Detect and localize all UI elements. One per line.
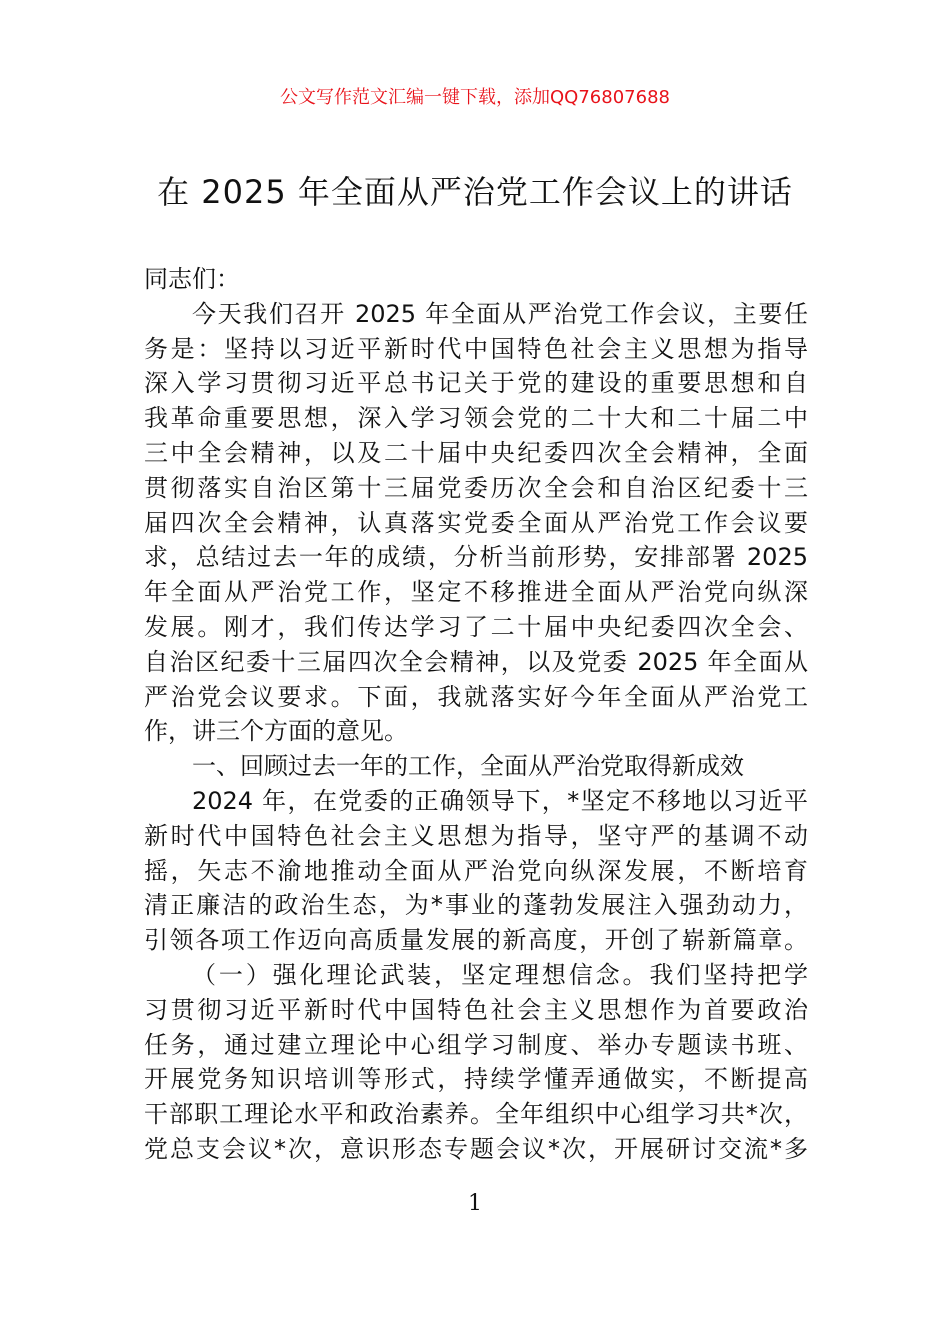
body-line: 深入学习贯彻习近平总书记关于党的建设的重要思想和自 — [144, 369, 808, 398]
body-line: 清正廉洁的政治生态，为*事业的蓬勃发展注入强劲动力， — [144, 891, 808, 920]
body-line: 2024 年，在党委的正确领导下，*坚定不移地以习近平 — [192, 786, 808, 815]
body-line: 自治区纪委十三届四次全会精神，以及党委 2025 年全面从 — [144, 647, 808, 676]
body-line: 新时代中国特色社会主义思想为指导，坚守严的基调不动 — [144, 821, 808, 850]
body-line: （一）强化理论武装，坚定理想信念。我们坚持把学 — [192, 960, 808, 989]
body-line: 三中全会精神，以及二十届中央纪委四次全会精神，全面 — [144, 438, 808, 467]
body-line: 我革命重要思想，深入学习领会党的二十大和二十届二中 — [144, 404, 808, 433]
body-line: 党总支会议*次，意识形态专题会议*次，开展研讨交流*多 — [144, 1134, 808, 1163]
body-line: 求，总结过去一年的成绩，分析当前形势，安排部署 2025 — [144, 543, 808, 572]
body-line: 贯彻落实自治区第十三届党委历次全会和自治区纪委十三 — [144, 473, 808, 502]
body-line: 同志们： — [144, 265, 240, 293]
body-line: 发展。刚才，我们传达学习了二十届中央纪委四次全会、 — [144, 612, 808, 641]
body-line: 严治党会议要求。下面，我就落实好今年全面从严治党工 — [144, 682, 808, 711]
body-line: 习贯彻习近平新时代中国特色社会主义思想作为首要政治 — [144, 995, 808, 1024]
body-line: 摇，矢志不渝地推动全面从严治党向纵深发展，不断培育 — [144, 856, 808, 885]
body-line: 务是：坚持以习近平新时代中国特色社会主义思想为指导 — [144, 334, 808, 363]
body-line: 干部职工理论水平和政治素养。全年组织中心组学习共*次， — [144, 1100, 808, 1129]
body-line: 届四次全会精神，认真落实党委全面从严治党工作会议要 — [144, 508, 808, 537]
body-line: 一、回顾过去一年的工作，全面从严治党取得新成效 — [192, 752, 744, 781]
page-number: 1 — [468, 1191, 482, 1216]
body-line: 任务，通过建立理论中心组学习制度、举办专题读书班、 — [144, 1030, 808, 1059]
body-line: 引领各项工作迈向高质量发展的新高度，开创了崭新篇章。 — [144, 926, 808, 955]
document-title: 在 2025 年全面从严治党工作会议上的讲话 — [157, 173, 793, 211]
document-body — [144, 262, 808, 1167]
body-line: 开展党务知识培训等形式，持续学懂弄通做实，不断提高 — [144, 1065, 808, 1094]
body-line: 年全面从严治党工作，坚定不移推进全面从严治党向纵深 — [144, 578, 808, 607]
header-download-note: 公文写作范文汇编一键下载，添加QQ76807688 — [280, 87, 670, 108]
body-line: 作，讲三个方面的意见。 — [144, 717, 408, 746]
body-line: 今天我们召开 2025 年全面从严治党工作会议，主要任 — [192, 299, 808, 328]
